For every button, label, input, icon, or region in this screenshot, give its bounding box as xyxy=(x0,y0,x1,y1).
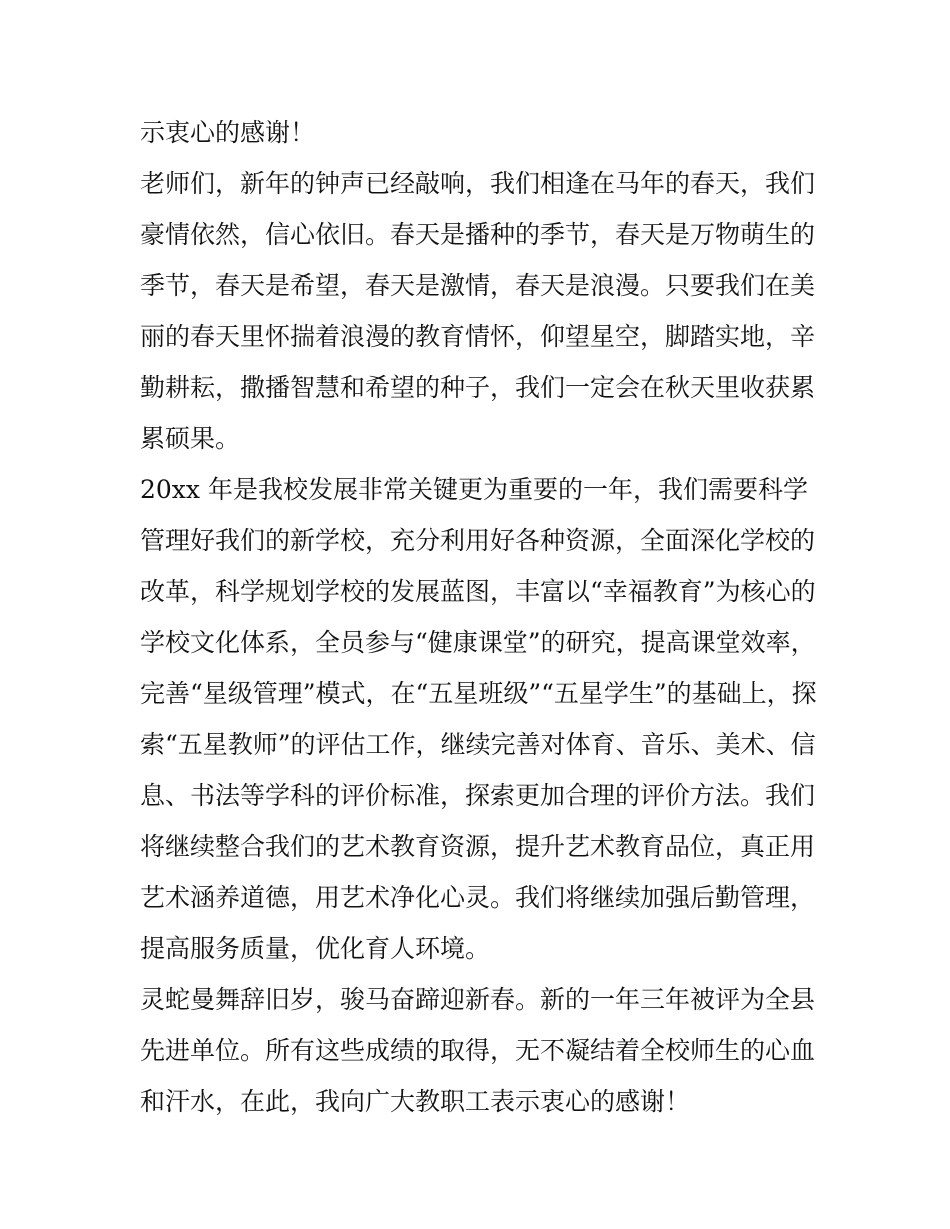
text-line: 勤耕耘，撒播智慧和希望的种子，我们一定会在秋天里收获累 xyxy=(140,373,816,402)
text-line: 丽的春天里怀揣着浪漫的教育情怀，仰望星空，脚踏实地，辛 xyxy=(140,322,816,351)
text-line: 索“五星教师”的评估工作，继续完善对体育、音乐、美术、信 xyxy=(140,730,816,759)
text-line: 改革，科学规划学校的发展蓝图，丰富以“幸福教育”为核心的 xyxy=(140,577,816,606)
text-line: 老师们，新年的钟声已经敲响，我们相逢在马年的春天，我们 xyxy=(140,169,816,198)
text-line: 将继续整合我们的艺术教育资源，提升艺术教育品位，真正用 xyxy=(140,832,816,861)
text-line: 艺术涵养道德，用艺术净化心灵。我们将继续加强后勤管理， xyxy=(140,883,816,912)
text-line: 示衷心的感谢！ xyxy=(140,118,316,147)
text-line: 豪情依然，信心依旧。春天是播种的季节，春天是万物萌生的 xyxy=(140,220,816,249)
text-line: 灵蛇曼舞辞旧岁，骏马奋蹄迎新春。新的一年三年被评为全县 xyxy=(140,985,816,1014)
document-body xyxy=(140,107,820,1127)
text-line: 管理好我们的新学校，充分利用好各种资源，全面深化学校的 xyxy=(140,526,816,555)
text-line: 20xx 年是我校发展非常关键更为重要的一年，我们需要科学 xyxy=(140,475,808,504)
text-line: 先进单位。所有这些成绩的取得，无不凝结着全校师生的心血 xyxy=(140,1036,816,1065)
text-line: 季节，春天是希望，春天是激情，春天是浪漫。只要我们在美 xyxy=(140,271,816,300)
text-line: 和汗水，在此，我向广大教职工表示衷心的感谢！ xyxy=(140,1087,691,1116)
text-line: 完善“星级管理”模式，在“五星班级”“五星学生”的基础上，探 xyxy=(140,679,817,708)
text-line: 息、书法等学科的评价标准，探索更加合理的评价方法。我们 xyxy=(140,781,816,810)
text-line: 学校文化体系，全员参与“健康课堂”的研究，提高课堂效率， xyxy=(140,628,816,657)
text-line: 累硕果。 xyxy=(140,424,241,453)
text-line: 提高服务质量，优化育人环境。 xyxy=(140,934,491,963)
